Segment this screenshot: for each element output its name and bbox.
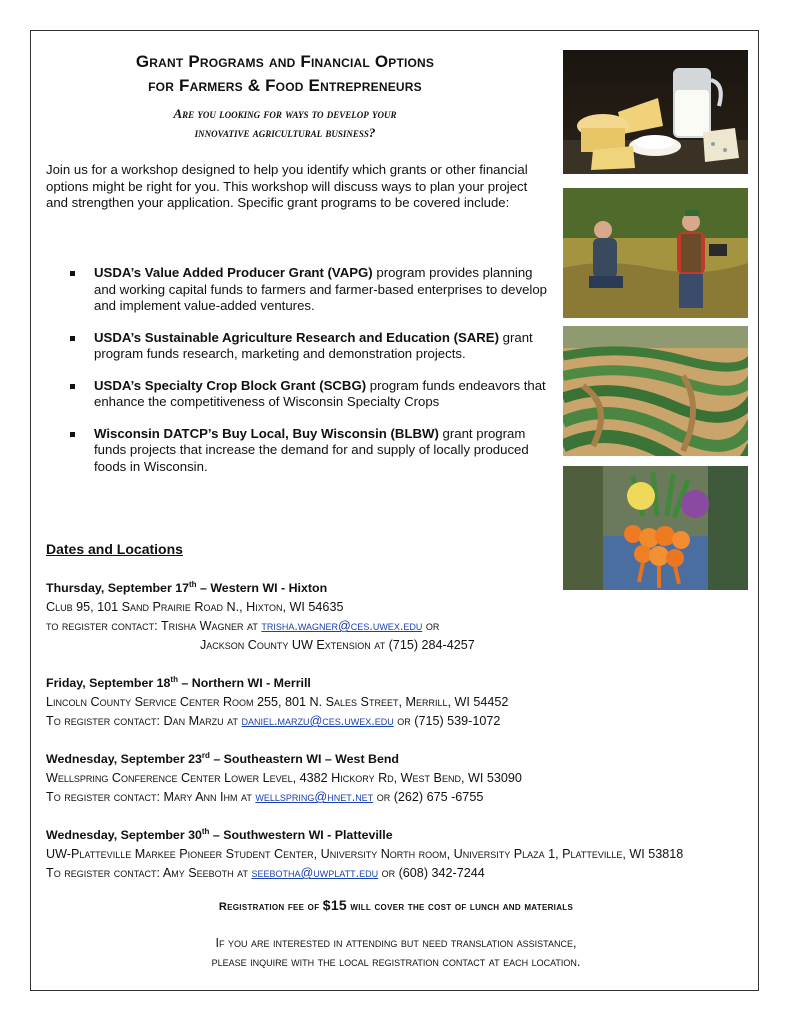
page-subtitle: Are you looking for ways to develop your innovative agricultural business? xyxy=(173,106,397,140)
page-title: Grant Programs and Financial Options for Farmers & Food Entrepreneurs xyxy=(135,52,435,95)
event-contact: to register contact: Trisha Wagner at trisha.wagner@ces.uwex.edu or xyxy=(46,619,440,634)
dates-heading: Dates and Locations xyxy=(46,541,183,557)
translation-note: If you are interested in attending but need translation assistance, please inquire with the local registration contact at each location. xyxy=(211,936,581,969)
event-contact: To register contact: Dan Marzu at daniel.marzu@ces.uwex.edu or (715) 539-1072 xyxy=(46,714,501,729)
event-heading: Friday, September 18th – Northern WI - Merrill xyxy=(46,675,311,691)
event-contact: To register contact: Amy Seeboth at seebotha@uwplatt.edu or (608) 342-7244 xyxy=(46,866,485,881)
list-item xyxy=(70,330,550,363)
program-name: USDA’s Value Added Producer Grant (VAPG) xyxy=(94,265,373,280)
event-location: Lincoln County Service Center Room 255, 801 N. Sales Street, Merrill, WI 54452 xyxy=(46,695,509,710)
program-name: USDA’s Specialty Crop Block Grant (SCBG) xyxy=(94,377,367,393)
program-description: grant program funds projects that increase the demand for and supply of locally produced foods in Wisconsin. xyxy=(94,425,529,474)
list-item xyxy=(70,378,550,411)
program-description: grant program funds research, marketing and demonstration projects. xyxy=(94,329,533,361)
program-description: program funds endeavors that enhance the competitiveness of Wisconsin Specialty Crops xyxy=(94,377,546,409)
email-link[interactable]: trisha.wagner@ces.uwex.edu xyxy=(261,619,423,634)
farmers-in-field-photo xyxy=(563,188,748,318)
carrots-and-cauliflower-photo xyxy=(563,466,748,590)
email-link[interactable]: wellspring@hnet.net xyxy=(255,790,374,805)
event-platteville xyxy=(46,822,746,883)
program-name: Wisconsin DATCP’s Buy Local, Buy Wisconsin (BLBW) xyxy=(94,425,439,441)
email-link[interactable]: daniel.marzu@ces.uwex.edu xyxy=(241,714,394,729)
bullet-icon xyxy=(70,384,75,389)
bullet-icon xyxy=(70,271,75,276)
event-location: Wellspring Conference Center Lower Level, 4382 Hickory Rd, West Bend, WI 53090 xyxy=(46,771,522,786)
intro-paragraph: Join us for a workshop designed to help you identify which grants or other financial options might be right for you. This workshop will discuss ways to plan your project and strengthen your application. Specific grant programs to be covered include: xyxy=(46,162,528,210)
program-list xyxy=(70,265,550,490)
event-location: UW-Platteville Markee Pioneer Student Center, University North room, University Plaza 1, Platteville, WI 53818 xyxy=(46,847,684,862)
bullet-icon xyxy=(70,432,75,437)
email-link[interactable]: seebotha@uwplatt.edu xyxy=(251,866,379,881)
list-item xyxy=(70,426,550,476)
event-heading: Wednesday, September 23rd – Southeastern WI – West Bend xyxy=(46,751,399,767)
program-name: USDA’s Sustainable Agriculture Research and Education (SARE) xyxy=(94,329,499,345)
contour-fields-aerial-photo xyxy=(563,326,748,456)
event-heading: Thursday, September 17th – Western WI - Hixton xyxy=(46,580,328,596)
list-item xyxy=(70,265,550,315)
event-contact: To register contact: Mary Ann Ihm at wellspring@hnet.net or (262) 675 -6755 xyxy=(46,790,484,805)
event-merrill xyxy=(46,670,746,731)
event-heading: Wednesday, September 30th – Southwestern WI - Platteville xyxy=(46,827,393,843)
program-description: program provides planning and working capital funds to farmers and farmer-based enterprises to develop and implement value-added ventures. xyxy=(94,265,548,313)
bullet-icon xyxy=(70,336,75,341)
registration-fee: Registration fee of $15 will cover the cost of lunch and materials xyxy=(218,897,574,913)
event-contact-extra: Jackson County UW Extension at (715) 284-4257 xyxy=(200,638,475,653)
event-west-bend xyxy=(46,746,746,807)
event-location: Club 95, 101 Sand Prairie Road N., Hixton, WI 54635 xyxy=(46,600,344,615)
cheese-and-milk-photo xyxy=(563,50,748,174)
